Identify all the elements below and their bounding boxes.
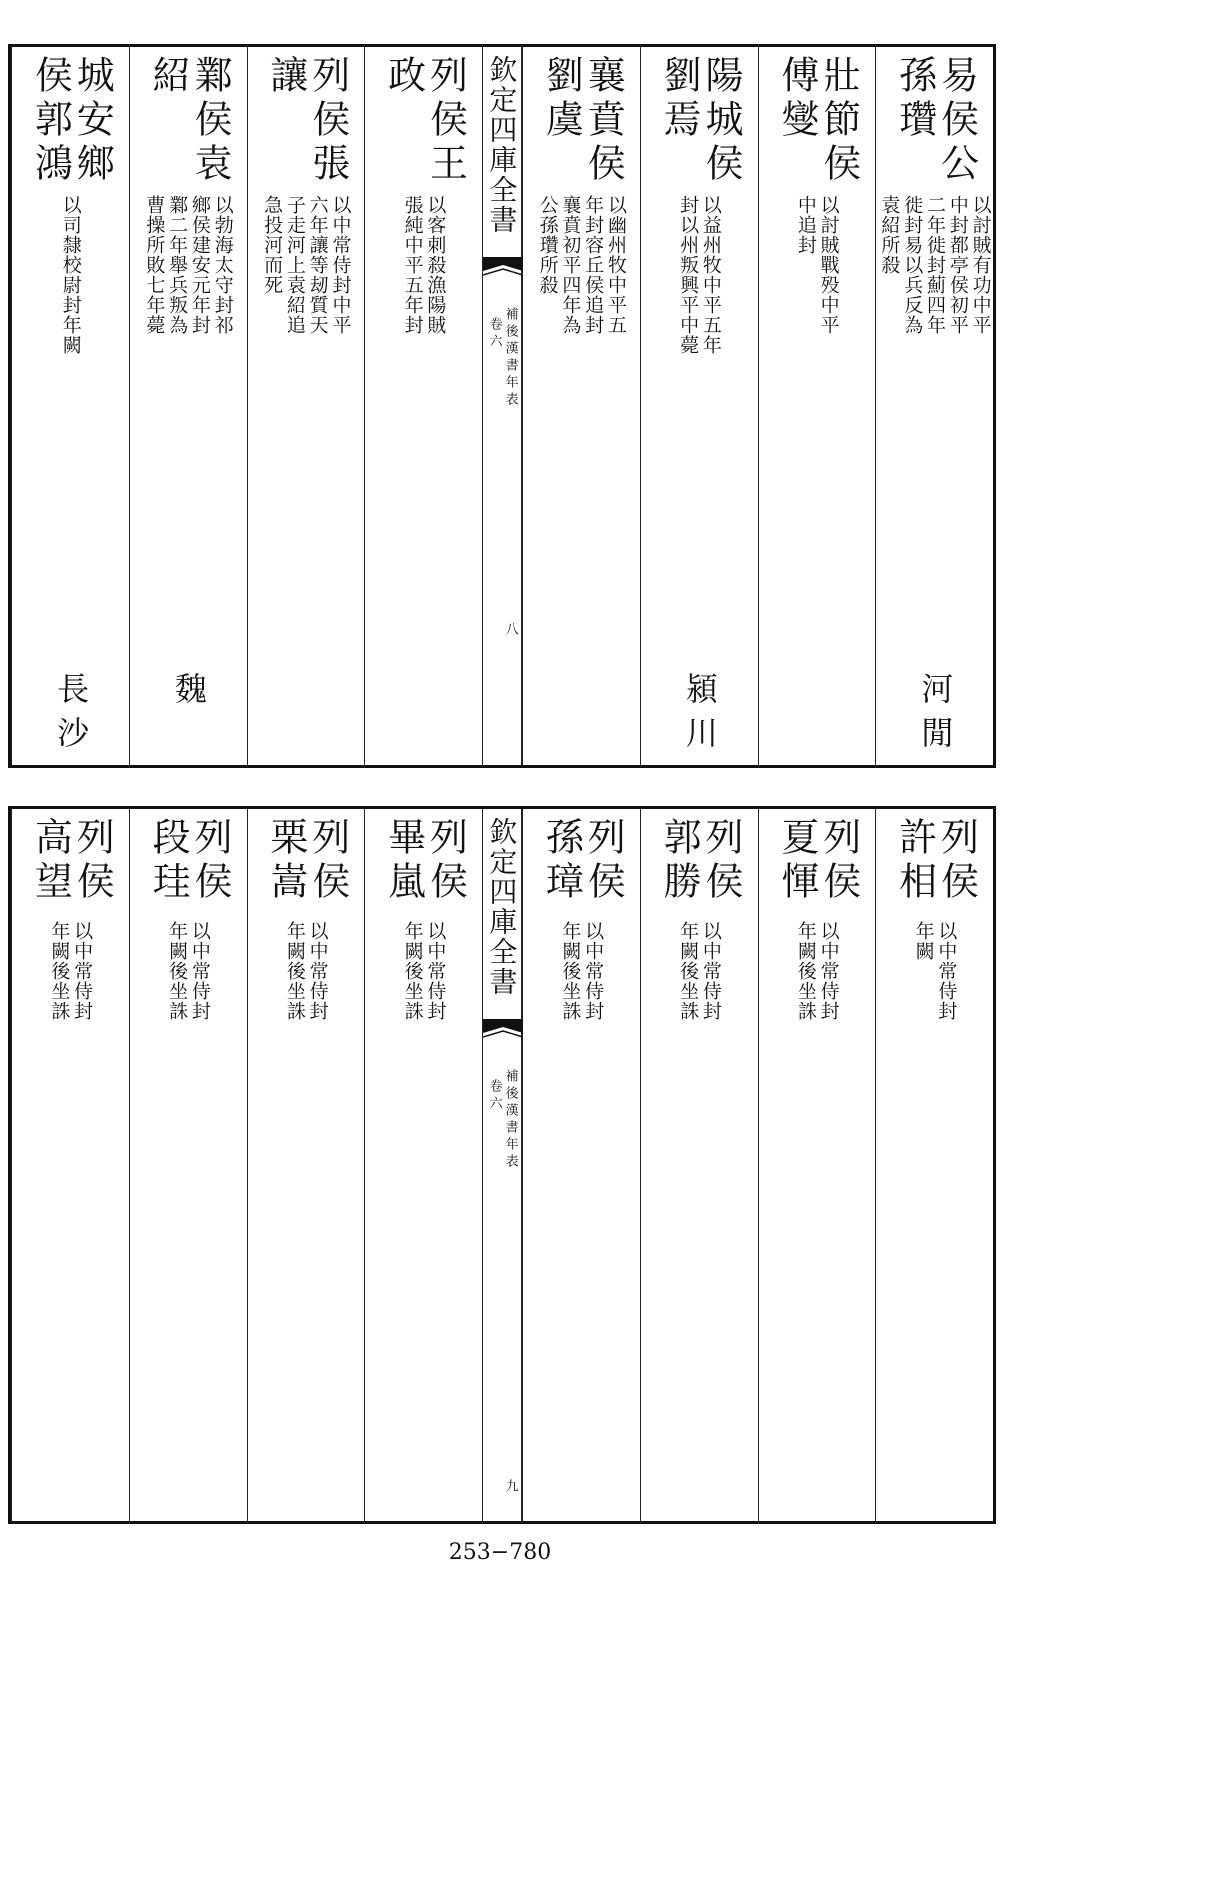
fishtail-mark xyxy=(483,257,523,297)
note-line: 以討賊有功中平 xyxy=(969,195,992,335)
book-title: 補後漢書年表 xyxy=(502,1069,518,1171)
name-line: 栗嵩 xyxy=(263,817,308,905)
note-line: 以勃海太守封祁 xyxy=(211,195,234,335)
place-name: 魏 xyxy=(169,672,208,716)
entry-name xyxy=(248,55,365,187)
note-line: 鄉侯建安元年封 xyxy=(188,195,211,335)
note-line: 年闕後坐誅 xyxy=(48,921,71,1021)
book-heart xyxy=(482,47,522,765)
name-line: 劉虞 xyxy=(539,55,584,143)
name-line: 列侯 xyxy=(581,817,626,905)
note-line: 中封都亭侯初平 xyxy=(946,195,969,335)
name-line: 高望 xyxy=(28,817,73,905)
place-name: 潁川 xyxy=(680,672,719,760)
entry-note xyxy=(759,921,876,1021)
place-name: 長沙 xyxy=(52,672,91,760)
note-line: 以中常侍封 xyxy=(306,921,329,1021)
entry-name xyxy=(759,55,876,187)
library-title: 欽定四庫全書 xyxy=(485,55,519,235)
entry-name xyxy=(12,55,129,187)
entry-column xyxy=(640,47,758,765)
juan-label: 卷六 xyxy=(486,1079,502,1113)
note-line: 年闕後坐誅 xyxy=(166,921,189,1021)
entry-note xyxy=(365,195,482,335)
entry-note xyxy=(759,195,876,335)
note-line: 以中常侍封 xyxy=(424,921,447,1021)
name-line: 許相 xyxy=(892,817,937,905)
entry-column xyxy=(364,47,482,765)
leaf-number: 九 xyxy=(502,1479,518,1496)
note-line: 六年讓等刼質天 xyxy=(306,195,329,335)
entry-name xyxy=(248,817,365,905)
name-line: 政 xyxy=(381,55,426,99)
juan-label: 卷六 xyxy=(486,317,502,351)
fishtail-line xyxy=(483,1031,523,1037)
entry-column xyxy=(364,809,482,1521)
entry-name xyxy=(641,55,758,187)
entry-name xyxy=(12,817,129,905)
book-title: 補後漢書年表 xyxy=(502,307,518,409)
entry-name xyxy=(365,55,482,187)
name-line: 夏惲 xyxy=(774,817,819,905)
entry-column xyxy=(129,809,247,1521)
name-line: 鄴侯袁 xyxy=(188,55,233,187)
note-line: 以中常侍封 xyxy=(699,921,722,1021)
entry-column xyxy=(522,809,640,1521)
note-line: 年闕 xyxy=(912,921,935,961)
note-line: 以客刺殺漁陽賊 xyxy=(424,195,447,335)
note-line: 年闕後坐誅 xyxy=(677,921,700,1021)
name-line: 城安鄉 xyxy=(70,55,115,187)
entry-name xyxy=(523,817,640,905)
entry-column xyxy=(522,47,640,765)
name-line: 列侯 xyxy=(934,817,979,905)
note-line: 年闕後坐誅 xyxy=(559,921,582,1021)
note-line: 張純中平五年封 xyxy=(401,195,424,335)
name-line: 列侯 xyxy=(699,817,744,905)
leaf-number: 八 xyxy=(502,622,518,639)
name-line: 畢嵐 xyxy=(381,817,426,905)
entry-note xyxy=(130,921,247,1021)
entry-name xyxy=(759,817,876,905)
entry-name xyxy=(641,817,758,905)
note-line: 以中常侍封 xyxy=(935,921,958,1021)
entry-column xyxy=(11,47,129,765)
entry-note xyxy=(876,195,993,335)
name-line: 列侯張 xyxy=(305,55,350,187)
lower-page xyxy=(8,806,996,1524)
entry-column xyxy=(875,47,993,765)
note-line: 以討賊戰殁中平 xyxy=(817,195,840,335)
page-code: 253−780 xyxy=(448,1540,552,1565)
entry-note xyxy=(523,921,640,1021)
note-line: 二年徙封薊四年 xyxy=(924,195,947,335)
note-line: 急投河而死 xyxy=(261,195,284,295)
note-line: 年闕後坐誅 xyxy=(794,921,817,1021)
note-line: 以中常侍封 xyxy=(582,921,605,1021)
note-line: 以中常侍封 xyxy=(817,921,840,1021)
name-line: 列侯 xyxy=(305,817,350,905)
book-heart xyxy=(482,809,522,1521)
entry-column xyxy=(875,809,993,1521)
name-line: 侯郭鴻 xyxy=(28,55,73,187)
entry-column xyxy=(758,809,876,1521)
name-line: 襄賁侯 xyxy=(581,55,626,187)
note-line: 公孫瓚所殺 xyxy=(536,195,559,295)
fishtail-line xyxy=(483,269,523,275)
name-line: 壯節侯 xyxy=(816,55,861,187)
name-line: 郭勝 xyxy=(657,817,702,905)
library-title: 欽定四庫全書 xyxy=(485,817,519,997)
note-line: 年闕後坐誅 xyxy=(401,921,424,1021)
entry-column xyxy=(11,809,129,1521)
name-line: 列侯王 xyxy=(423,55,468,187)
name-line: 劉焉 xyxy=(657,55,702,143)
entry-column xyxy=(640,809,758,1521)
name-line: 陽城侯 xyxy=(699,55,744,187)
entry-note xyxy=(248,195,365,335)
name-line: 列侯 xyxy=(188,817,233,905)
name-line: 列侯 xyxy=(816,817,861,905)
name-line: 讓 xyxy=(263,55,308,99)
entry-note xyxy=(365,921,482,1021)
place-name: 河閒 xyxy=(916,672,955,760)
note-line: 以幽州牧中平五 xyxy=(604,195,627,335)
note-line: 鄴二年舉兵叛為 xyxy=(166,195,189,335)
fishtail-mark xyxy=(483,1019,523,1059)
entry-column xyxy=(247,809,365,1521)
entry-name xyxy=(365,817,482,905)
name-line: 段珪 xyxy=(146,817,191,905)
upper-page xyxy=(8,44,996,768)
entry-name xyxy=(130,55,247,187)
entry-column xyxy=(129,47,247,765)
entry-column xyxy=(758,47,876,765)
note-line: 以中常侍封中平 xyxy=(329,195,352,335)
entry-name xyxy=(523,55,640,187)
note-line: 年封容丘侯追封 xyxy=(582,195,605,335)
entry-note xyxy=(641,921,758,1021)
name-line: 孫瓚 xyxy=(892,55,937,143)
entry-name xyxy=(876,817,993,905)
note-line: 以中常侍封 xyxy=(71,921,94,1021)
note-line: 以中常侍封 xyxy=(188,921,211,1021)
entry-note xyxy=(523,195,640,335)
note-line: 徙封易以兵反為 xyxy=(901,195,924,335)
note-line: 袁紹所殺 xyxy=(878,195,901,275)
entry-name xyxy=(130,817,247,905)
note-line: 封以州叛興平中薨 xyxy=(677,195,700,355)
entry-note xyxy=(130,195,247,335)
note-line: 曹操所敗七年薨 xyxy=(143,195,166,335)
entry-note xyxy=(12,921,129,1021)
name-line: 傅燮 xyxy=(774,55,819,143)
note-line: 以司隸校尉封年闕 xyxy=(59,195,82,355)
name-line: 列侯 xyxy=(70,817,115,905)
name-line: 易侯公 xyxy=(934,55,979,187)
entry-note xyxy=(12,195,129,355)
note-line: 中追封 xyxy=(794,195,817,255)
note-line: 以益州牧中平五年 xyxy=(699,195,722,355)
name-line: 紹 xyxy=(146,55,191,99)
name-line: 孫璋 xyxy=(539,817,584,905)
entry-note xyxy=(248,921,365,1021)
entry-note xyxy=(876,921,993,1021)
name-line: 列侯 xyxy=(423,817,468,905)
note-line: 年闕後坐誅 xyxy=(283,921,306,1021)
entry-name xyxy=(876,55,993,187)
entry-column xyxy=(247,47,365,765)
note-line: 子走河上袁紹追 xyxy=(283,195,306,335)
entry-note xyxy=(641,195,758,355)
note-line: 襄賁初平四年為 xyxy=(559,195,582,335)
